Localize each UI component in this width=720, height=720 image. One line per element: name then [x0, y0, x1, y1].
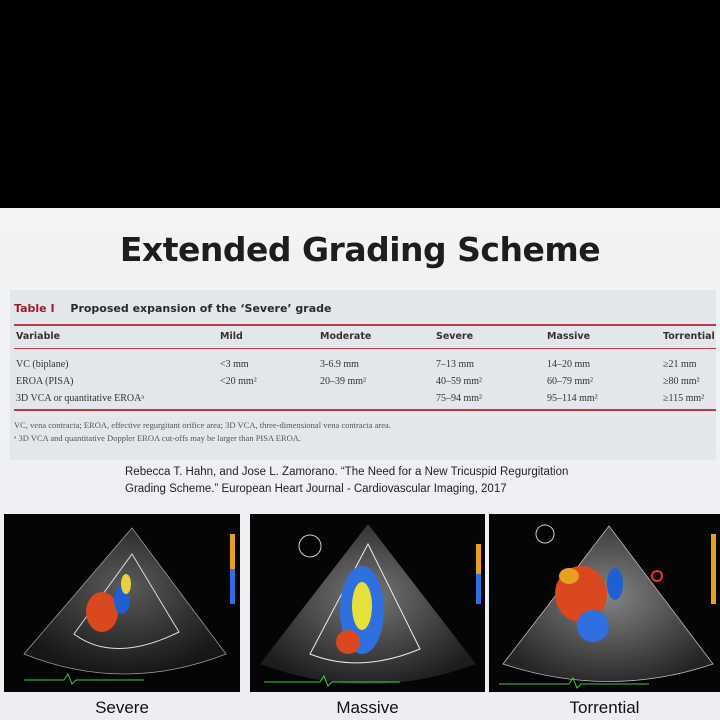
table-caption [14, 302, 332, 315]
row3-torrential: ≥115 mm² [663, 393, 705, 404]
row1-severe: 7–13 mm [436, 359, 475, 370]
row3-severe: 75–94 mm² [436, 393, 483, 404]
table-rule-top [14, 324, 716, 326]
echo-image-severe [4, 514, 240, 692]
header-severe: Severe [436, 331, 474, 342]
row1-variable: VC (biplane) [16, 359, 69, 370]
presentation-slide [0, 208, 720, 720]
table-footnote-a: ᵃ 3D VCA and quantitative Doppler EROA cut-offs may be larger than PISA EROA. [14, 433, 302, 443]
row1-torrential: ≥21 mm [663, 359, 697, 370]
table-label: Table I [14, 302, 55, 315]
row1-mild: <3 mm [220, 359, 249, 370]
echo-label-severe: Severe [95, 698, 149, 717]
echo-label-torrential: Torrential [569, 698, 640, 717]
table-rule-mid [14, 348, 716, 349]
row1-massive: 14–20 mm [547, 359, 591, 370]
grading-table [10, 290, 716, 460]
header-torrential: Torrential [663, 331, 715, 342]
header-massive: Massive [547, 331, 591, 342]
row2-moderate: 20–39 mm² [320, 376, 367, 387]
row2-variable: EROA (PISA) [16, 376, 74, 387]
citation [125, 464, 568, 498]
row3-variable: 3D VCA or quantitative EROAᵃ [16, 393, 145, 404]
row1-moderate: 3-6.9 mm [320, 359, 359, 370]
header-variable: Variable [16, 331, 61, 342]
table-title: Proposed expansion of the ‘Severe’ grade [70, 302, 332, 315]
row3-massive: 95–114 mm² [547, 393, 598, 404]
row2-massive: 60–79 mm² [547, 376, 594, 387]
row2-mild: <20 mm² [220, 376, 257, 387]
header-mild: Mild [220, 331, 243, 342]
row2-severe: 40–59 mm² [436, 376, 483, 387]
echo-label-massive: Massive [336, 698, 399, 717]
citation-line-1: Rebecca T. Hahn, and Jose L. Zamorano. “The Need for a New Tricuspid Regurgitation [125, 466, 569, 478]
citation-line-2: Grading Scheme.” European Heart Journal - Cardiovascular Imaging, 2017 [125, 483, 507, 495]
table-rule-bottom [14, 409, 716, 411]
row2-torrential: ≥80 mm² [663, 376, 700, 387]
header-moderate: Moderate [320, 331, 372, 342]
black-letterbox [0, 0, 720, 208]
echo-image-massive [250, 514, 485, 692]
table-footnote-abbreviations: VC, vena contracta; EROA, effective regurgitant orifice area; 3D VCA, three-dimensional vena contracta area. [14, 420, 391, 430]
slide-title: Extended Grading Scheme [119, 230, 601, 269]
echo-image-torrential [489, 514, 720, 692]
